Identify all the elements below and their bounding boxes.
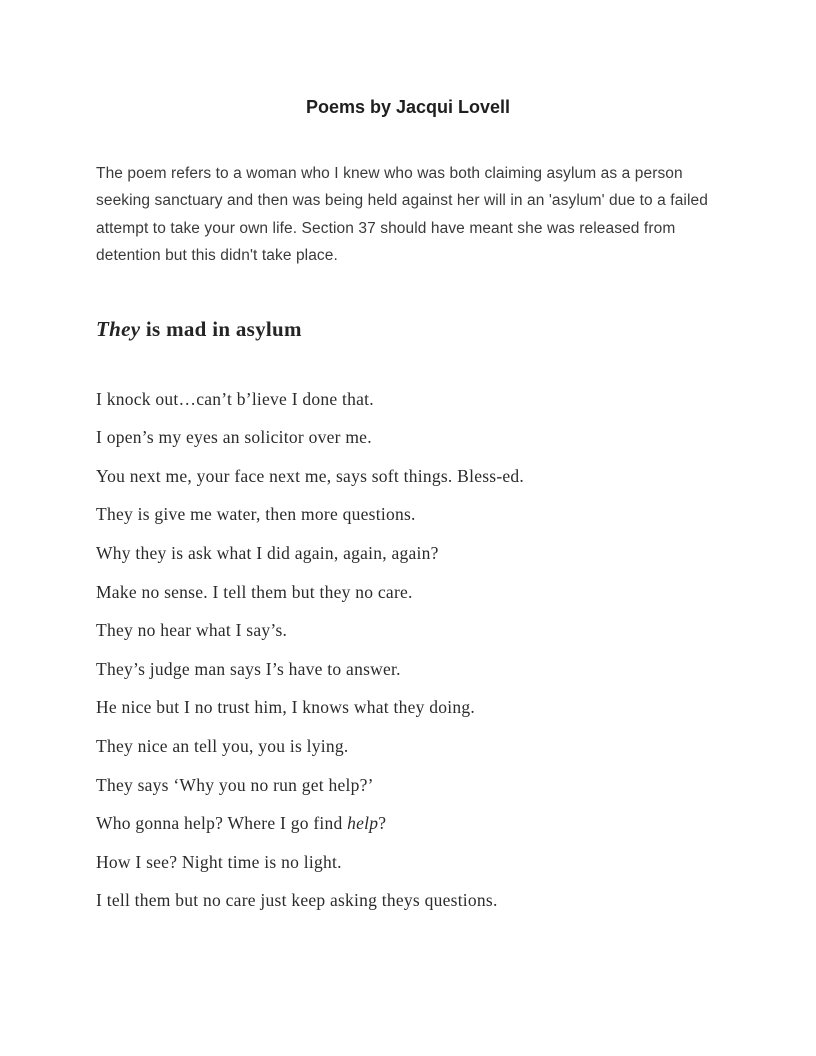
text-run: They no hear what I say’s.: [96, 620, 288, 641]
text-run: How I see? Night time is no light.: [96, 851, 342, 872]
text-run: They is give me water, then more questions.: [96, 504, 416, 525]
poem-line: [96, 843, 720, 882]
poem-line: [96, 688, 720, 727]
poem-line: [96, 457, 720, 496]
text-run: Who gonna help? Where I go find: [96, 813, 348, 834]
italic-text: help: [347, 813, 379, 834]
intro-line: The poem refers to a woman who I knew who was both claiming asylum as a person: [96, 165, 683, 182]
intro-line: attempt to take your own life. Section 37 should have meant she was released from: [96, 219, 676, 237]
poem-line: [96, 727, 720, 766]
poem-title: [96, 270, 720, 342]
intro-line: detention but this didn't take place.: [96, 247, 338, 265]
text-run: Why they is ask what I did again, again, again?: [96, 543, 439, 563]
poem-line: [96, 418, 720, 457]
text-run: I open’s my eyes an solicitor over me.: [96, 427, 372, 448]
intro-paragraph: [96, 119, 720, 270]
text-run: They nice an tell you, you is lying.: [96, 735, 349, 756]
intro-line: seeking sanctuary and then was being held against her will in an 'asylum' due to a failed: [96, 192, 708, 210]
text-run: You next me, your face next me, says soft things. Bless-ed.: [96, 465, 525, 486]
poem-line: [96, 881, 720, 920]
text-run: He nice but I no trust him, I knows what they doing.: [96, 697, 475, 718]
poem-line: [96, 766, 720, 805]
text-run: They says ‘Why you no run get help?’: [96, 774, 374, 795]
text-run: I knock out…can’t b’lieve I done that.: [96, 388, 374, 409]
poem-line: [96, 611, 720, 650]
poem-line: [96, 380, 720, 419]
text-run: ?: [378, 813, 387, 834]
text-run: is mad in asylum: [140, 316, 302, 341]
italic-text: They: [96, 316, 141, 341]
poem-line: [96, 650, 720, 689]
document-title: Poems by Jacqui Lovell: [305, 97, 511, 117]
poem-line: [96, 495, 720, 534]
poem-line: [96, 534, 720, 573]
text-run: They’s judge man says I’s have to answer.: [96, 658, 401, 679]
poem-line: [96, 804, 720, 843]
text-run: I tell them but no care just keep asking theys questions.: [96, 890, 498, 911]
poem-line: [96, 573, 720, 612]
poem-body: [96, 342, 720, 920]
text-run: Make no sense. I tell them but they no care.: [96, 581, 413, 602]
